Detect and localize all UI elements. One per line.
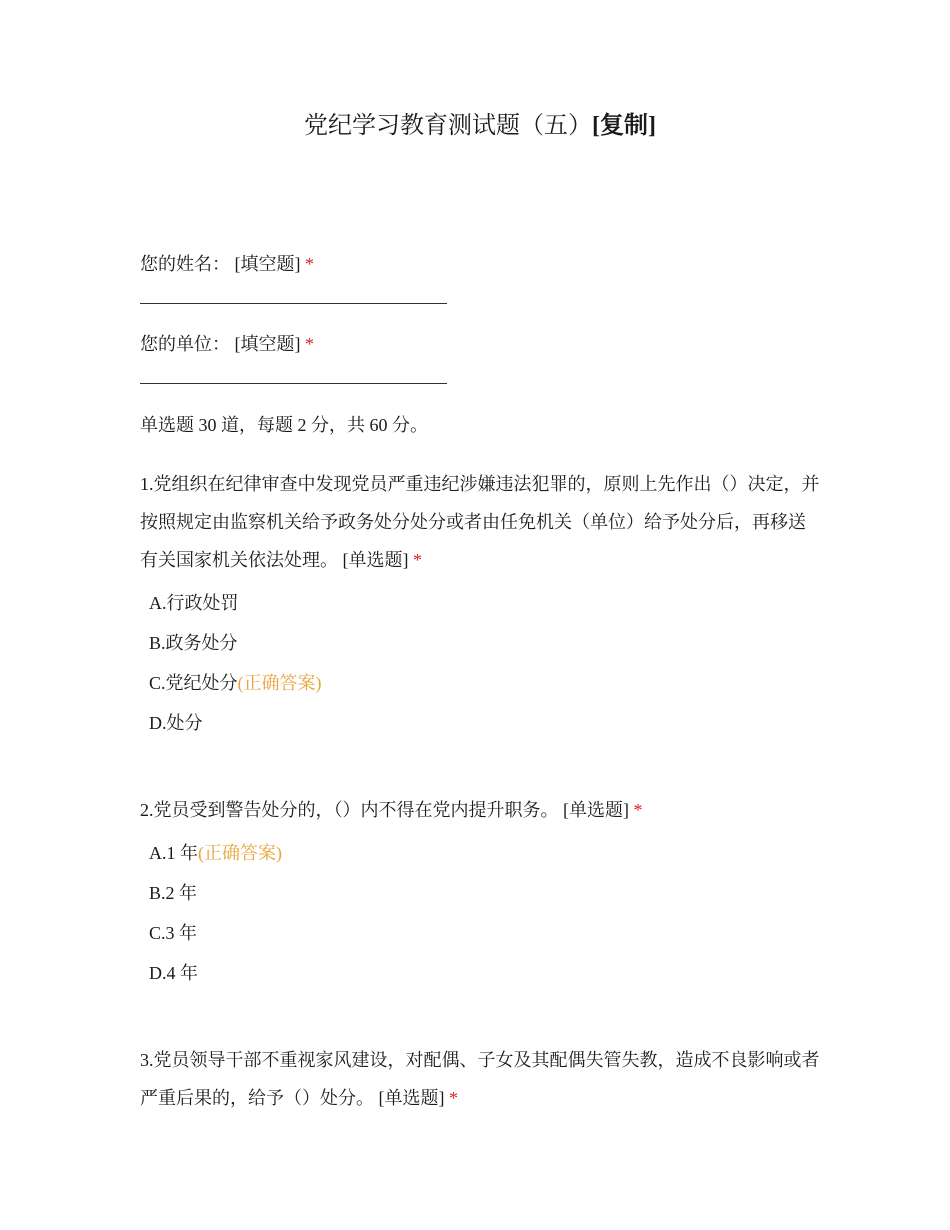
unit-label-text: 您的单位： — [140, 334, 230, 354]
survey-content — [140, 248, 820, 1117]
option-a[interactable] — [149, 591, 820, 631]
question-3 — [140, 1041, 820, 1117]
name-field-block — [140, 248, 820, 304]
option-text: B.政务处分 — [149, 633, 238, 653]
name-label-text: 您的姓名： — [140, 254, 230, 274]
name-input-line[interactable] — [140, 303, 447, 304]
name-field-label — [140, 248, 820, 280]
option-b[interactable] — [149, 881, 820, 921]
option-c[interactable] — [149, 671, 820, 711]
option-d[interactable] — [149, 711, 820, 751]
option-d[interactable] — [149, 961, 820, 1001]
survey-title-text: 党纪学习教育测试题（五） — [304, 113, 592, 139]
section-note: 单选题 30 道，每题 2 分，共 60 分。 — [140, 415, 428, 435]
required-mark: * — [305, 334, 314, 354]
question-text — [140, 465, 820, 579]
option-text: A.1 年 — [149, 843, 198, 863]
option-text: D.处分 — [149, 713, 203, 733]
option-text: C.3 年 — [149, 923, 198, 943]
option-a[interactable] — [149, 841, 820, 881]
option-text: C.党纪处分 — [149, 673, 238, 693]
question-text — [140, 791, 820, 829]
required-mark: * — [449, 1088, 458, 1108]
unit-field-block — [140, 328, 820, 384]
required-mark: * — [413, 550, 422, 570]
copy-tag: [复制] — [592, 113, 656, 139]
question-text — [140, 1041, 820, 1117]
question-3-text: 3.党员领导干部不重视家风建设，对配偶、子女及其配偶失管失教，造成不良影响或者严重后果的，给予（）处分。 — [140, 1050, 820, 1108]
question-type: [单选题] — [342, 550, 409, 570]
question-2-text: 2.党员受到警告处分的，（）内不得在党内提升职务。 — [140, 800, 559, 820]
unit-field-type: [填空题] — [234, 334, 301, 354]
question-2 — [140, 791, 820, 1001]
correct-answer-label: (正确答案) — [198, 843, 282, 863]
survey-title — [0, 108, 950, 144]
option-c[interactable] — [149, 921, 820, 961]
unit-input-line[interactable] — [140, 383, 447, 384]
correct-answer-label: (正确答案) — [237, 673, 322, 693]
question-type: [单选题] — [563, 800, 629, 820]
required-mark: * — [305, 254, 314, 274]
name-field-type: [填空题] — [234, 254, 301, 274]
option-b[interactable] — [149, 631, 820, 671]
option-list — [140, 841, 820, 1001]
question-type: [单选题] — [378, 1088, 445, 1108]
unit-field-label — [140, 328, 820, 360]
option-text: D.4 年 — [149, 963, 198, 983]
option-list — [140, 591, 820, 751]
required-mark: * — [633, 800, 643, 820]
question-1 — [140, 465, 820, 751]
option-text: B.2 年 — [149, 883, 198, 903]
question-1-text: 1.党组织在纪律审查中发现党员严重违纪涉嫌违法犯罪的，原则上先作出（）决定，并按照规定由监察机关给予政务处分处分或者由任免机关（单位）给予处分后，再移送有关国家机关依法处理。 — [140, 474, 820, 570]
option-text: A.行政处罚 — [149, 593, 239, 613]
